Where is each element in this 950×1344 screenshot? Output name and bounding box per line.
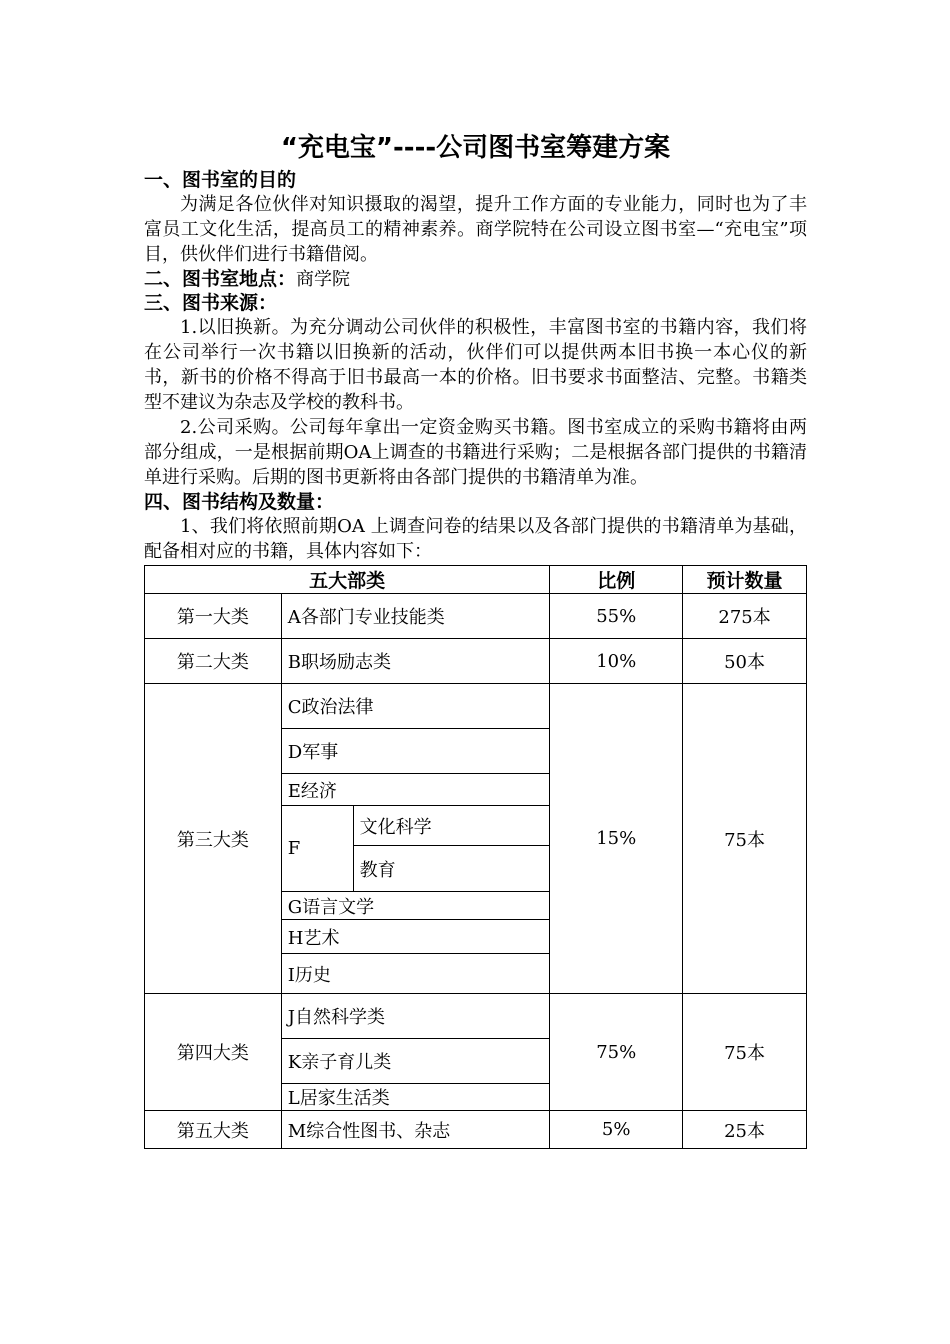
category-item: H艺术 — [281, 920, 550, 954]
section-3-paragraph-1: 1.以旧换新。为充分调动公司伙伴的积极性，丰富图书室的书籍内容，我们将在公司举行一次书籍以旧换新的活动，伙伴们可以提供两本旧书换一本心仪的新书，新书的价格不得高于旧书最高一本的价格。旧书要求书面整洁、完整。书籍类型不建议为杂志及学校的教科书。 — [144, 317, 807, 413]
section-4-paragraph-1: 1、我们将依照前期OA 上调查问卷的结果以及各部门提供的书籍清单为基础，配备相对应的书籍，具体内容如下： — [144, 516, 807, 562]
document-title: “充电宝”----公司图书室筹建方案 — [280, 133, 671, 163]
header-categories: 五大部类 — [145, 566, 550, 594]
group-name: 第三大类 — [145, 684, 282, 994]
book-structure-table — [144, 565, 807, 1149]
category-item: A各部门专业技能类 — [281, 594, 550, 639]
category-item: I历史 — [281, 954, 550, 994]
group-name: 第一大类 — [145, 594, 282, 639]
document-page — [144, 128, 807, 1149]
group-ratio: 10% — [550, 639, 683, 684]
group-name: 第四大类 — [145, 994, 282, 1111]
category-sub-item: 教育 — [353, 846, 550, 892]
category-item: B职场励志类 — [281, 639, 550, 684]
group-ratio: 55% — [550, 594, 683, 639]
category-item: L居家生活类 — [281, 1084, 550, 1111]
header-ratio: 比例 — [550, 566, 683, 594]
group-ratio: 15% — [550, 684, 683, 994]
category-f-label: F — [281, 806, 353, 892]
category-item: G语言文学 — [281, 892, 550, 920]
section-2-value: 商学院 — [296, 269, 351, 290]
section-2-heading: 二、图书室地点： — [144, 268, 297, 290]
table-row — [145, 639, 807, 684]
category-item: J自然科学类 — [281, 994, 550, 1039]
header-quantity: 预计数量 — [683, 566, 807, 594]
table-header-row — [145, 566, 807, 594]
group-ratio: 5% — [550, 1111, 683, 1149]
category-sub-item: 文化科学 — [353, 806, 550, 846]
category-item: C政治法律 — [281, 684, 550, 729]
table-row — [145, 1111, 807, 1149]
group-quantity: 25本 — [683, 1111, 807, 1149]
group-name: 第五大类 — [145, 1111, 282, 1149]
table-row — [145, 684, 807, 729]
category-item: E经济 — [281, 774, 550, 806]
category-item: D军事 — [281, 729, 550, 774]
section-2-line — [144, 267, 807, 291]
category-item: K亲子育儿类 — [281, 1039, 550, 1084]
group-quantity: 75本 — [683, 684, 807, 994]
group-quantity: 50本 — [683, 639, 807, 684]
group-quantity: 275本 — [683, 594, 807, 639]
table-row — [145, 994, 807, 1039]
group-quantity: 75本 — [683, 994, 807, 1111]
section-3-paragraph-2: 2.公司采购。公司每年拿出一定资金购买书籍。图书室成立的采购书籍将由两部分组成，一是根据前期OA上调查的书籍进行采购；二是根据各部门提供的书籍清单进行采购。后期的图书更新将由各部门提供的书籍清单为准。 — [144, 417, 807, 488]
group-name: 第二大类 — [145, 639, 282, 684]
group-ratio: 75% — [550, 994, 683, 1111]
section-4-heading: 四、图书结构及数量： — [144, 491, 335, 513]
category-item: M综合性图书、杂志 — [281, 1111, 550, 1149]
table-row — [145, 594, 807, 639]
section-3-heading: 三、图书来源： — [144, 292, 278, 314]
section-1-text: 为满足各位伙伴对知识摄取的渴望，提升工作方面的专业能力，同时也为了丰富员工文化生活，提高员工的精神素养。商学院特在公司设立图书室—“充电宝”项目，供伙伴们进行书籍借阅。 — [144, 194, 807, 265]
section-1-heading: 一、图书室的目的 — [144, 169, 297, 191]
